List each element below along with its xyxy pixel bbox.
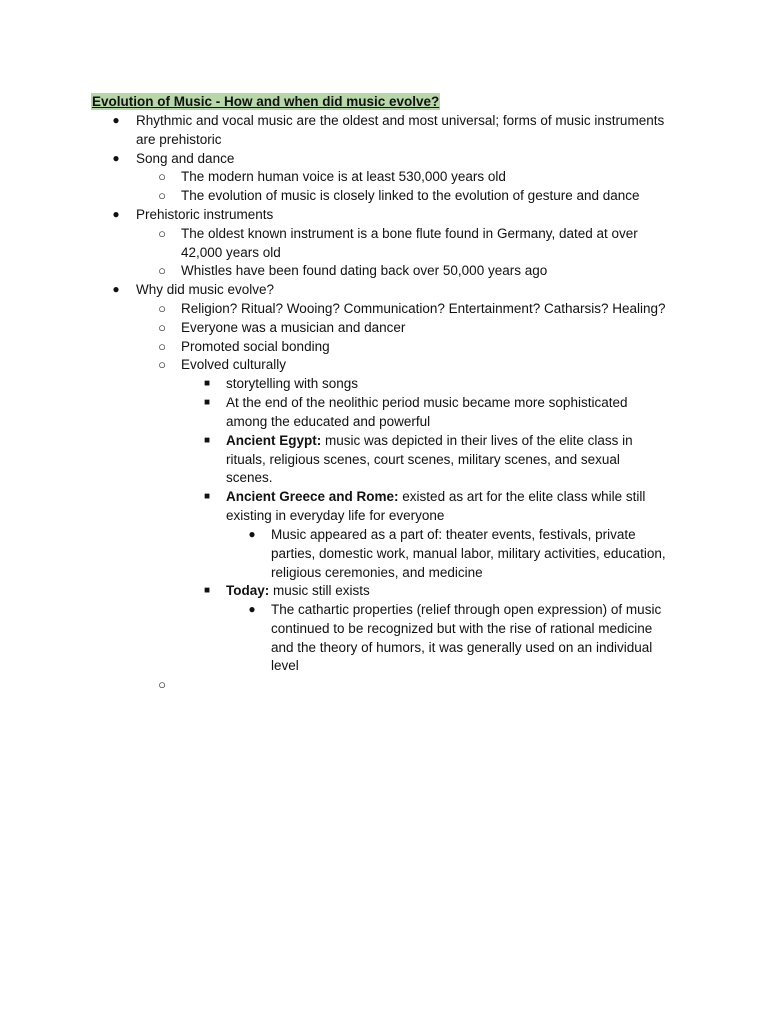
square-bullet-icon: ■ — [203, 378, 211, 389]
list-item-text: The modern human voice is at least 530,000 years old — [181, 169, 506, 184]
square-bullet-icon: ■ — [203, 585, 211, 596]
circle-bullet-icon: ○ — [158, 320, 166, 335]
disc-bullet-icon: ● — [112, 282, 120, 296]
list-item-text — [226, 487, 645, 506]
disc-bullet-icon: ● — [112, 113, 120, 127]
list-item-text: scenes. — [226, 470, 273, 485]
list-item-text: continued to be recognized but with the rise of rational medicine — [271, 621, 653, 636]
square-bullet-icon: ■ — [203, 435, 211, 446]
disc-bullet-icon: ● — [112, 207, 120, 221]
disc-bullet-icon: ● — [248, 527, 256, 541]
circle-bullet-icon: ○ — [158, 301, 166, 316]
bold-label: Today: — [226, 583, 270, 598]
list-item-text: rituals, religious scenes, court scenes, military scenes, and sexual — [226, 452, 620, 467]
bold-label: Ancient Greece and Rome: — [226, 489, 399, 504]
list-item-text: Religion? Ritual? Wooing? Communication? Entertainment? Catharsis? Healing? — [181, 301, 666, 316]
list-item-text: Promoted social bonding — [181, 339, 330, 354]
circle-bullet-icon: ○ — [158, 357, 166, 372]
list-item-text — [226, 431, 633, 450]
list-item-text: and the theory of humors, it was generally used on an individual — [271, 640, 653, 655]
list-item-text: Prehistoric instruments — [136, 207, 274, 222]
list-item-text: Why did music evolve? — [136, 282, 275, 297]
list-item-text: The evolution of music is closely linked to the evolution of gesture and dance — [181, 188, 640, 203]
circle-bullet-icon: ○ — [158, 677, 166, 692]
list-item-text: are prehistoric — [136, 132, 222, 147]
list-item-text: Evolved culturally — [181, 357, 287, 372]
list-item-text: level — [271, 658, 299, 673]
list-item-text: existing in everyday life for everyone — [226, 508, 445, 523]
list-item-text: existed as art for the elite class while still — [398, 489, 646, 504]
circle-bullet-icon: ○ — [158, 263, 166, 278]
list-item-text: parties, domestic work, manual labor, military activities, education, — [271, 546, 666, 561]
square-bullet-icon: ■ — [203, 491, 211, 502]
list-item-text: among the educated and powerful — [226, 414, 431, 429]
circle-bullet-icon: ○ — [158, 188, 166, 203]
list-item-text: music was depicted in their lives of the elite class in — [321, 433, 633, 448]
disc-bullet-icon: ● — [112, 151, 120, 165]
document-title: Evolution of Music - How and when did music evolve? — [92, 94, 440, 109]
list-item-text: The oldest known instrument is a bone flute found in Germany, dated at over — [181, 226, 638, 241]
list-item-text: religious ceremonies, and medicine — [271, 565, 483, 580]
list-item-text: The cathartic properties (relief through open expression) of music — [271, 602, 662, 617]
list-item-text: Whistles have been found dating back over 50,000 years ago — [181, 263, 548, 278]
disc-bullet-icon: ● — [248, 602, 256, 616]
list-item-text: Song and dance — [136, 151, 235, 166]
list-item-text: At the end of the neolithic period music became more sophisticated — [226, 395, 628, 410]
list-item-text: 42,000 years old — [181, 245, 281, 260]
square-bullet-icon: ■ — [203, 397, 211, 408]
bold-label: Ancient Egypt: — [226, 433, 322, 448]
circle-bullet-icon: ○ — [158, 226, 166, 241]
list-item-text: music still exists — [269, 583, 370, 598]
list-item-text — [226, 581, 370, 600]
list-item-text: Music appeared as a part of: theater events, festivals, private — [271, 527, 636, 542]
list-item-text: Everyone was a musician and dancer — [181, 320, 406, 335]
list-item-text: Rhythmic and vocal music are the oldest and most universal; forms of music instruments — [136, 113, 665, 128]
circle-bullet-icon: ○ — [158, 339, 166, 354]
list-item-text: storytelling with songs — [226, 376, 359, 391]
circle-bullet-icon: ○ — [158, 169, 166, 184]
